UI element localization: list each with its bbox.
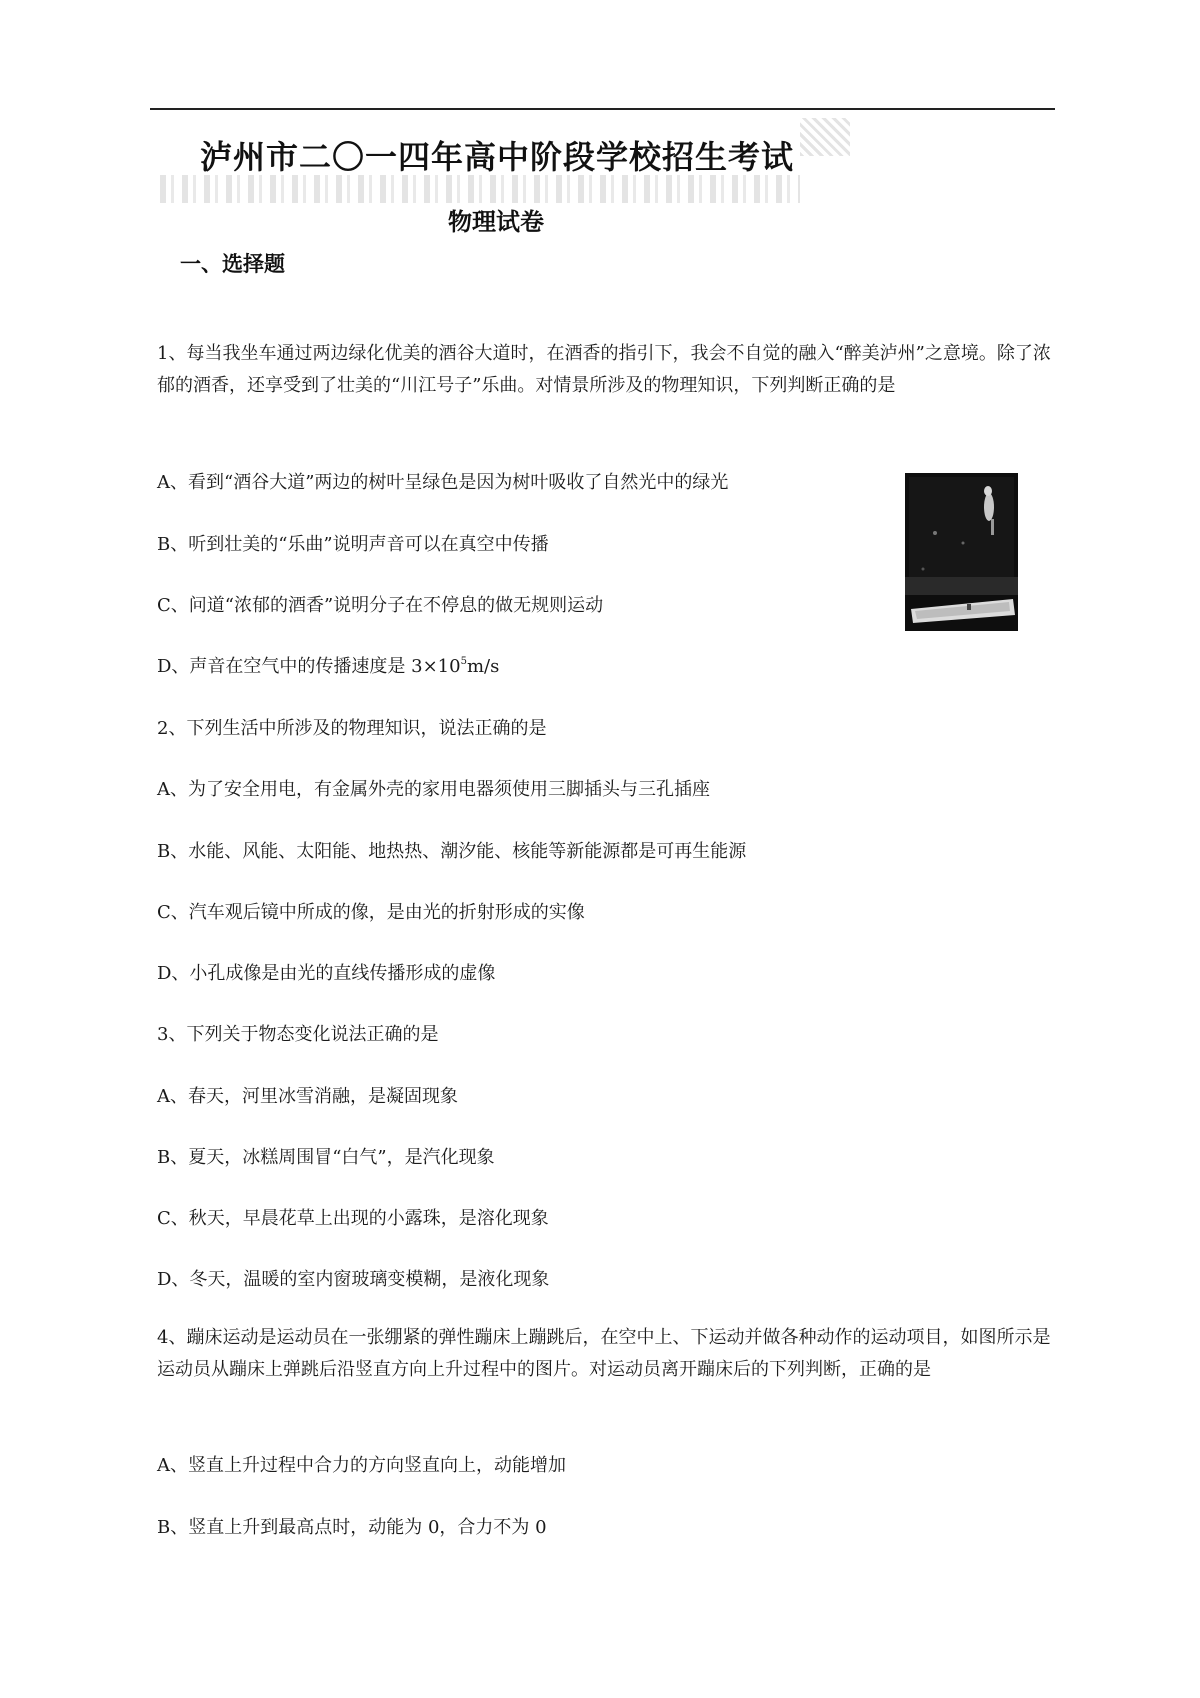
question-3-option-d: D、冬天，温暖的室内窗玻璃变模糊，是液化现象 xyxy=(157,1269,550,1290)
question-1-stem: 1、每当我坐车通过两边绿化优美的酒谷大道时，在酒香的指引下，我会不自觉的融入“醉美泸州”之意境。除了浓郁的酒香，还享受到了壮美的“川江号子”乐曲。对情景所涉及的物理知识，下列判断正确的是 xyxy=(157,343,1051,396)
question-4-stem: 4、蹦床运动是运动员在一张绷紧的弹性蹦床上蹦跳后，在空中上、下运动并做各种动作的运动项目，如图所示是运动员从蹦床上弹跳后沿竖直方向上升过程中的图片。对运动员离开蹦床后的下列判断，正确的是 xyxy=(157,1327,1051,1380)
question-1-option-a: A、看到“酒谷大道”两边的树叶呈绿色是因为树叶吸收了自然光中的绿光 xyxy=(157,472,729,493)
trampoline-photo xyxy=(905,473,1018,631)
header-rule xyxy=(150,108,1055,110)
question-1-option-b: B、听到壮美的“乐曲”说明声音可以在真空中传播 xyxy=(157,534,549,555)
section-heading: 一、选择题 xyxy=(180,252,285,276)
scan-artifact-watermark xyxy=(160,175,800,203)
question-2-option-a: A、为了安全用电，有金属外壳的家用电器须使用三脚插头与三孔插座 xyxy=(157,779,710,800)
question-2-option-b: B、水能、风能、太阳能、地热热、潮汐能、核能等新能源都是可再生能源 xyxy=(157,841,747,862)
question-4-option-a: A、竖直上升过程中合力的方向竖直向上，动能增加 xyxy=(157,1455,566,1476)
question-1-option-d: D、声音在空气中的传播速度是 $3\times 10^5m/s$ xyxy=(157,656,500,677)
question-1-option-c: C、问道“浓郁的酒香”说明分子在不停息的做无规则运动 xyxy=(157,595,604,616)
question-3-stem: 3、下列关于物态变化说法正确的是 xyxy=(157,1024,439,1045)
question-2-option-c: C、汽车观后镜中所成的像，是由光的折射形成的实像 xyxy=(157,902,585,923)
scan-artifact xyxy=(800,118,850,156)
question-3-option-b: B、夏天，冰糕周围冒“白气”，是汽化现象 xyxy=(157,1147,495,1168)
exam-title: 泸州市二〇一四年高中阶段学校招生考试 xyxy=(200,138,795,176)
question-2-stem: 2、下列生活中所涉及的物理知识，说法正确的是 xyxy=(157,718,547,739)
question-3-option-c: C、秋天，早晨花草上出现的小露珠，是溶化现象 xyxy=(157,1208,549,1229)
question-2-option-d: D、小孔成像是由光的直线传播形成的虚像 xyxy=(157,963,496,984)
exam-subtitle: 物理试卷 xyxy=(448,208,544,236)
question-4-option-b: B、竖直上升到最高点时，动能为 0，合力不为 0 xyxy=(157,1517,547,1538)
question-3-option-a: A、春天，河里冰雪消融，是凝固现象 xyxy=(157,1086,458,1107)
